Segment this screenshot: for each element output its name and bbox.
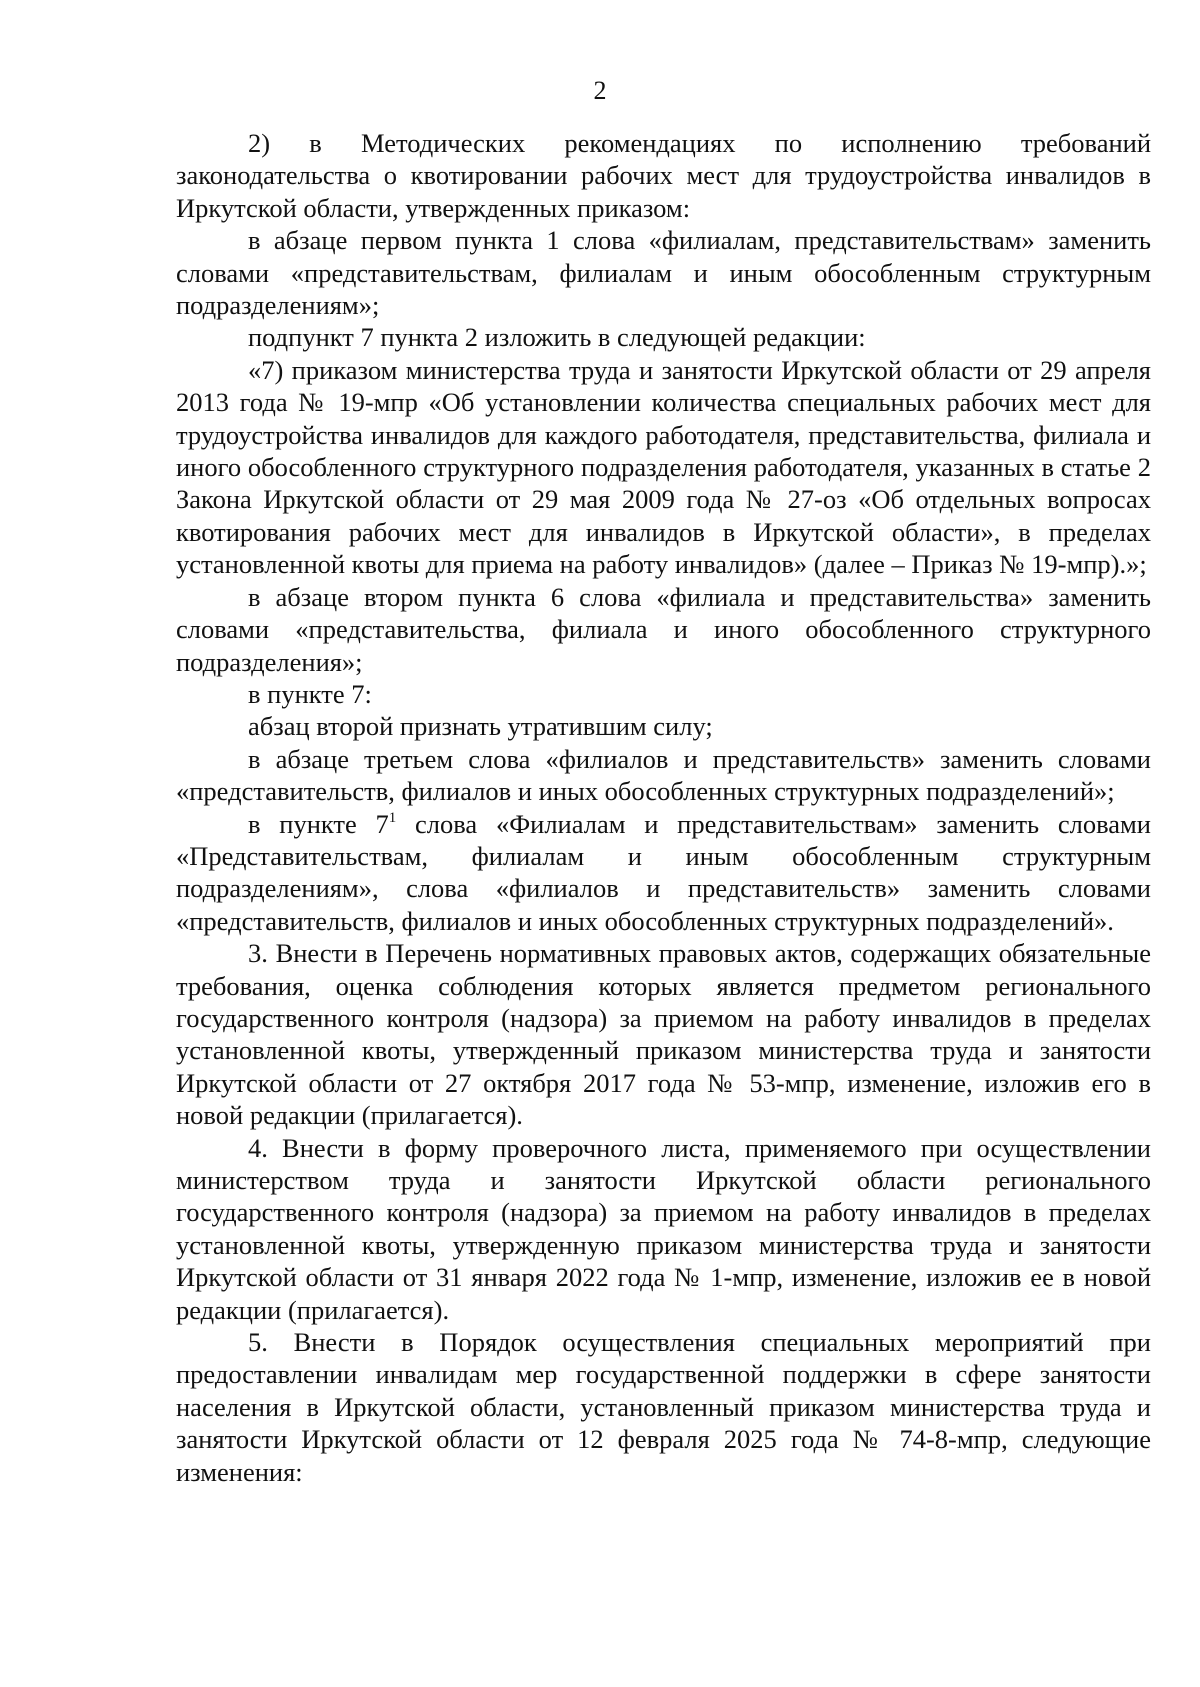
superscript-1: 1	[388, 809, 397, 826]
paragraph-subpoint-7-intro: подпункт 7 пункта 2 изложить в следующей редакции:	[248, 322, 866, 353]
paragraph-point-7-third: в абзаце третьем слова «филиалов и представительств» заменить словами «представительств, филиалов и иных обособленных структурных подразделений»;	[176, 743, 1151, 807]
paragraph-point-7-1-amendment	[176, 808, 1151, 938]
paragraph-point-6-amendment: в абзаце втором пункта 6 слова «филиала и представительства» заменить словами «представительства, филиала и иного обособленного структурного подразделения»;	[176, 581, 1151, 677]
document-body	[176, 127, 1151, 1488]
paragraph-point-7-second: абзац второй признать утратившим силу;	[248, 711, 713, 742]
paragraph-point-7-1-after: слова «Филиалам и представительствам» заменить словами «Представительствам, филиалам и иным обособленным структурным подразделениям», слова «филиалов и представительств» заменить словами «представительств, филиалов и иных обособленных структурных подразделений».	[176, 808, 1151, 936]
paragraph-item-3: 3. Внести в Перечень нормативных правовых актов, содержащих обязательные требования, оценка соблюдения которых является предметом регионального государственного контроля (надзора) за приемом на работу инвалидов в пределах установленной квоты, утвержденный приказом министерства труда и занятости Иркутской области от 27 октября 2017 года № 53-мпр, изменение, изложив его в новой редакции (прилагается).	[176, 938, 1151, 1131]
paragraph-methodical-recommendations: 2) в Методических рекомендациях по исполнению требований законодательства о квотировании рабочих мест для трудоустройства инвалидов в Иркутской области, утвержденных приказом:	[176, 128, 1151, 223]
paragraph-point-7-intro: в пункте 7:	[248, 678, 372, 709]
paragraph-item-4: 4. Внести в форму проверочного листа, применяемого при осуществлении министерством труда и занятости Иркутской области регионального государственного контроля (надзора) за приемом на работу инвалидов в пределах установленной квоты, утвержденную приказом министерства труда и занятости Иркутской области от 31 января 2022 года № 1-мпр, изменение, изложив ее в новой редакции (прилагается).	[176, 1132, 1151, 1325]
page-number: 2	[593, 76, 607, 105]
paragraph-subpoint-7-text: «7) приказом министерства труда и занятости Иркутской области от 29 апреля 2013 года № 19-мпр «Об установлении количества специальных рабочих мест для трудоустройства инвалидов для каждого работодателя, представительства, филиала и иного обособленного структурного подразделения работодателя, указанных в статье 2 Закона Иркутской области от 29 мая 2009 года № 27-оз «Об отдельных вопросах квотирования рабочих мест для инвалидов в Иркутской области», в пределах установленной квоты для приема на работу инвалидов» (далее – Приказ № 19-мпр).»;	[176, 354, 1151, 580]
paragraph-point-1-amendment: в абзаце первом пункта 1 слова «филиалам, представительствам» заменить словами «представительствам, филиалам и иным обособленным структурным подразделениям»;	[176, 225, 1151, 321]
paragraph-point-7-1-before: в пункте 7	[248, 808, 389, 839]
paragraph-item-5: 5. Внести в Порядок осуществления специальных мероприятий при предоставлении инвалидам мер государственной поддержки в сфере занятости населения в Иркутской области, установленный приказом министерства труда и занятости Иркутской области от 12 февраля 2025 года № 74-8-мпр, следующие изменения:	[176, 1327, 1151, 1487]
